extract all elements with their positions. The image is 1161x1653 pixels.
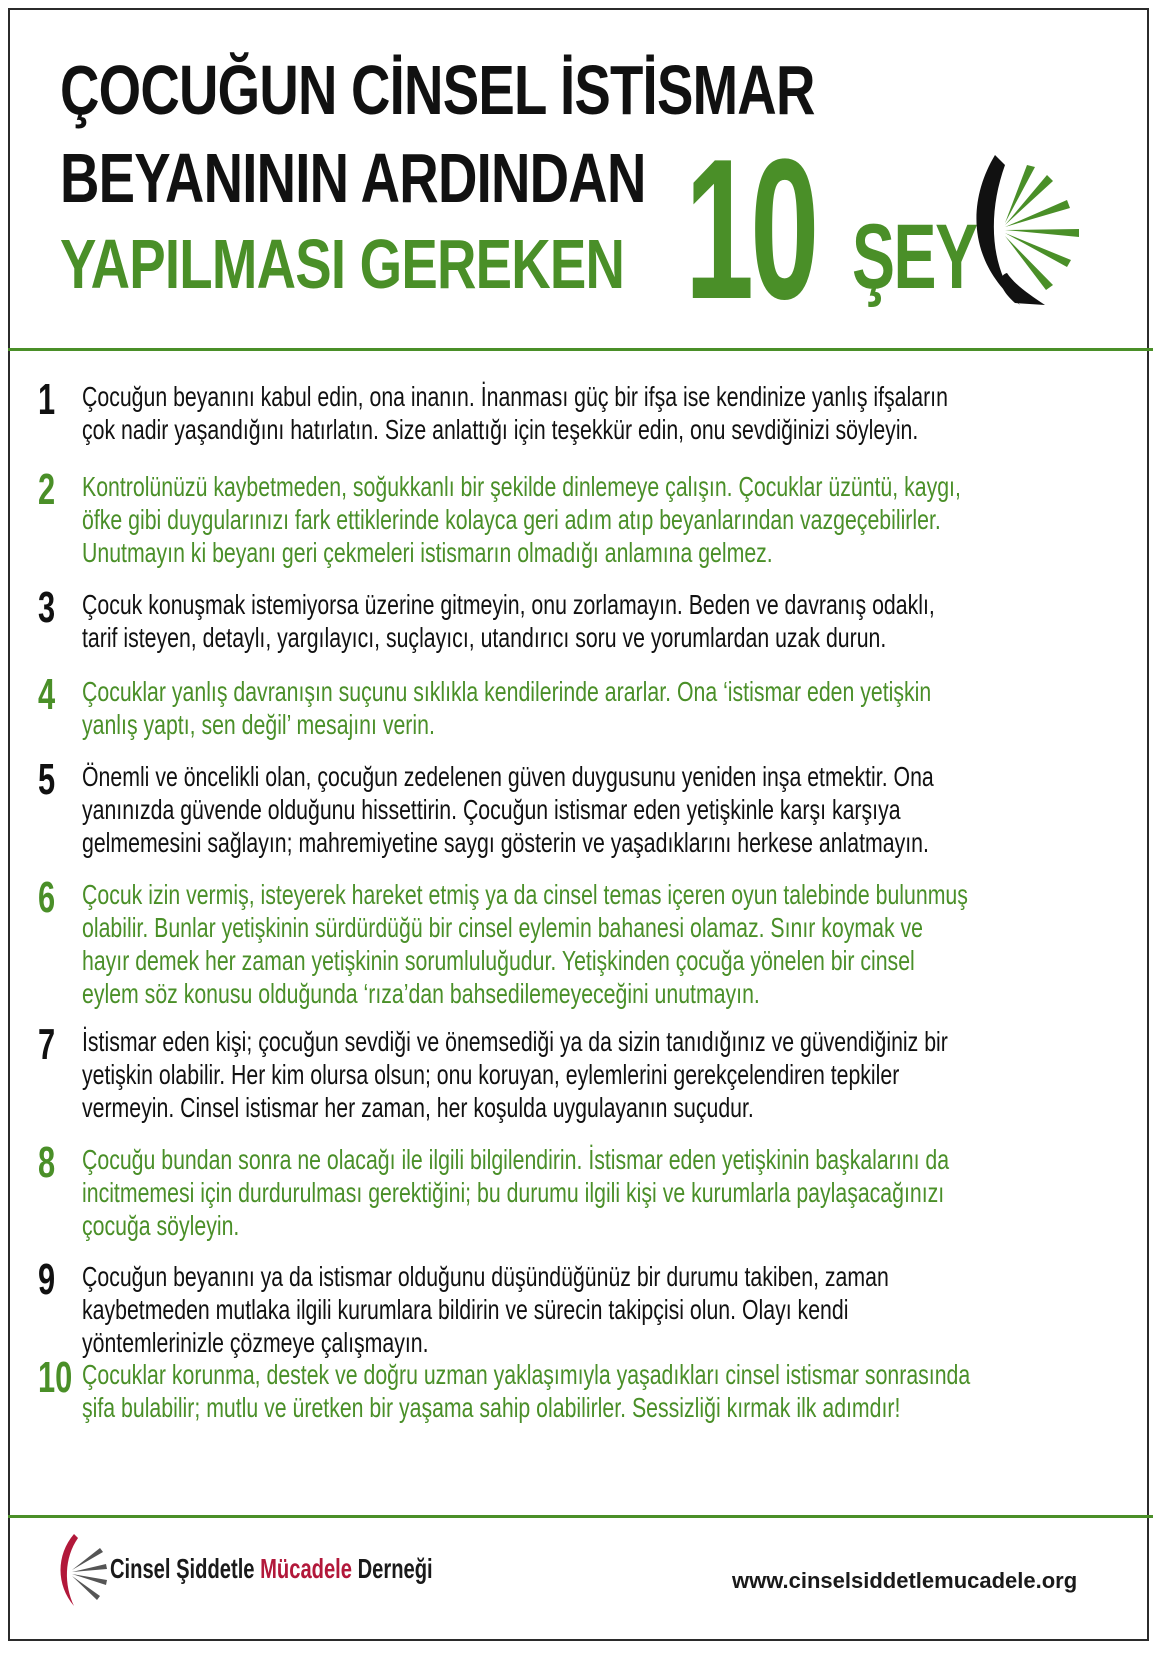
- item-text-line: Çocuk konuşmak istemiyorsa üzerine gitmeyin, onu zorlamayın. Beden ve davranış odaklı,: [82, 589, 935, 620]
- big-word-sey: ŞEY: [852, 206, 977, 308]
- item-text: [82, 1358, 1087, 1424]
- org-name-highlight: Mücadele: [260, 1553, 352, 1584]
- organization-name: [110, 1553, 433, 1585]
- item-text-line: tarif isteyen, detaylı, yargılayıcı, suçlayıcı, utandırıcı soru ve yorumlardan uzak durun.: [82, 622, 887, 653]
- item-text: [82, 1143, 1087, 1242]
- item-number: 8: [38, 1138, 56, 1187]
- item-text: [82, 1025, 1087, 1124]
- website-url[interactable]: www.cinselsiddetlemucadele.org: [732, 1568, 1078, 1593]
- item-text-line: Kontrolünüzü kaybetmeden, soğukkanlı bir şekilde dinlemeye çalışın. Çocuklar üzüntü, kaygı,: [82, 471, 961, 502]
- item-text-line: Çocuğun beyanını kabul edin, ona inanın. İnanması güç bir ifşa ise kendinize yanlış ifşaların: [82, 381, 948, 412]
- item-text: [82, 470, 1087, 569]
- item-text-line: yanınızda güvende olduğunu hissettirin. Çocuğun istismar eden yetişkinle karşı karşıya: [82, 794, 901, 825]
- item-text-line: Çocuğun beyanını ya da istismar olduğunu düşündüğünüz bir durumu takiben, zaman: [82, 1261, 889, 1292]
- item-text-line: İstismar eden kişi; çocuğun sevdiği ve önemsediği ya da sizin tanıdığınız ve güvendiğiniz bir: [82, 1026, 948, 1057]
- big-number-ten: 10: [685, 118, 816, 341]
- item-text-line: incitmemesi için durdurulması gerektiğini; bu durumu ilgili kişi ve kurumlarla paylaşacağınızı: [82, 1177, 945, 1208]
- item-text: [82, 675, 1087, 741]
- item-text: [82, 878, 1087, 1010]
- item-text-line: yanlış yaptı, sen değil’ mesajını verin.: [82, 709, 435, 740]
- item-text: [82, 760, 1087, 859]
- item-text: [82, 380, 1087, 446]
- title-line-2: BEYANININ ARDINDAN: [60, 139, 646, 217]
- item-text: [82, 588, 1087, 654]
- item-text-line: Önemli ve öncelikli olan, çocuğun zedelenen güven duygusunu yeniden inşa etmektir. Ona: [82, 761, 934, 792]
- top-divider: [8, 348, 1153, 351]
- item-text-line: hayır demek her zaman yetişkinin sorumluluğudur. Yetişkinden çocuğa yönelen bir cinsel: [82, 945, 915, 976]
- item-number: 10: [38, 1353, 73, 1402]
- item-text-line: kaybetmeden mutlaka ilgili kurumlara bildirin ve sürecin takipçisi olun. Olayı kendi: [82, 1294, 849, 1325]
- item-text: [82, 1260, 1087, 1359]
- item-number: 2: [38, 465, 56, 514]
- item-text-line: Çocuklar korunma, destek ve doğru uzman yaklaşımıyla yaşadıkları cinsel istismar sonrasında: [82, 1359, 971, 1390]
- item-number: 9: [38, 1255, 56, 1304]
- item-text-line: yetişkin olabilir. Her kim olursa olsun; onu koruyan, eylemlerini gerekçelendiren tepkiler: [82, 1059, 900, 1090]
- item-text-line: Çocuğu bundan sonra ne olacağı ile ilgili bilgilendirin. İstismar eden yetişkinin başkalarını da: [82, 1144, 950, 1175]
- item-number: 1: [38, 375, 56, 424]
- org-name-part3: Derneği: [351, 1553, 433, 1584]
- item-text-line: olabilir. Bunlar yetişkinin sürdürdüğü bir cinsel eylemin bahanesi olamaz. Sınır koymak ve: [82, 912, 923, 943]
- poster-header: [0, 0, 1161, 360]
- item-text-line: vermeyin. Cinsel istismar her zaman, her koşulda uygulayanın suçudur.: [82, 1092, 754, 1123]
- title-line-1: ÇOCUĞUN CİNSEL İSTİSMAR: [60, 51, 815, 129]
- item-number: 3: [38, 583, 56, 632]
- item-text-line: Çocuklar yanlış davranışın suçunu sıklıkla kendilerinde ararlar. Ona ‘istismar eden yetişkin: [82, 676, 932, 707]
- item-text-line: gelmemesini sağlayın; mahremiyetine saygı gösterin ve yaşadıklarını herkese anlatmayın.: [82, 827, 929, 858]
- organization-logo-icon: [52, 1530, 112, 1610]
- item-text-line: yöntemlerinizle çözmeye çalışmayın.: [82, 1327, 429, 1358]
- item-text-line: Unutmayın ki beyanı geri çekmeleri istismarın olmadığı anlamına gelmez.: [82, 537, 773, 568]
- item-text-line: Çocuk izin vermiş, isteyerek hareket etmiş ya da cinsel temas içeren oyun talebinde bulunmuş: [82, 879, 968, 910]
- item-number: 4: [38, 670, 56, 719]
- item-number: 5: [38, 755, 56, 804]
- item-number: 7: [38, 1020, 56, 1069]
- item-text-line: şifa bulabilir; mutlu ve üretken bir yaşama sahip olabilirler. Sessizliği kırmak ilk adımdır!: [82, 1392, 901, 1423]
- item-text-line: eylem söz konusu olduğunda ‘rıza’dan bahsedilemeyeceğini unutmayın.: [82, 978, 760, 1009]
- megaphone-burst-icon: [975, 145, 1095, 315]
- item-text-line: çok nadir yaşandığını hatırlatın. Size anlattığı için teşekkür edin, onu sevdiğinizi söyleyin.: [82, 414, 919, 445]
- item-text-line: çocuğa söyleyin.: [82, 1210, 240, 1241]
- title-line-3: YAPILMASI GEREKEN: [60, 225, 625, 303]
- item-number: 6: [38, 873, 56, 922]
- item-text-line: öfke gibi duygularınızı fark ettiklerinde kolayca geri adım atıp beyanlarından vazgeçebilirler.: [82, 504, 941, 535]
- org-name-part1: Cinsel Şiddetle: [110, 1553, 261, 1584]
- bottom-divider: [8, 1515, 1153, 1518]
